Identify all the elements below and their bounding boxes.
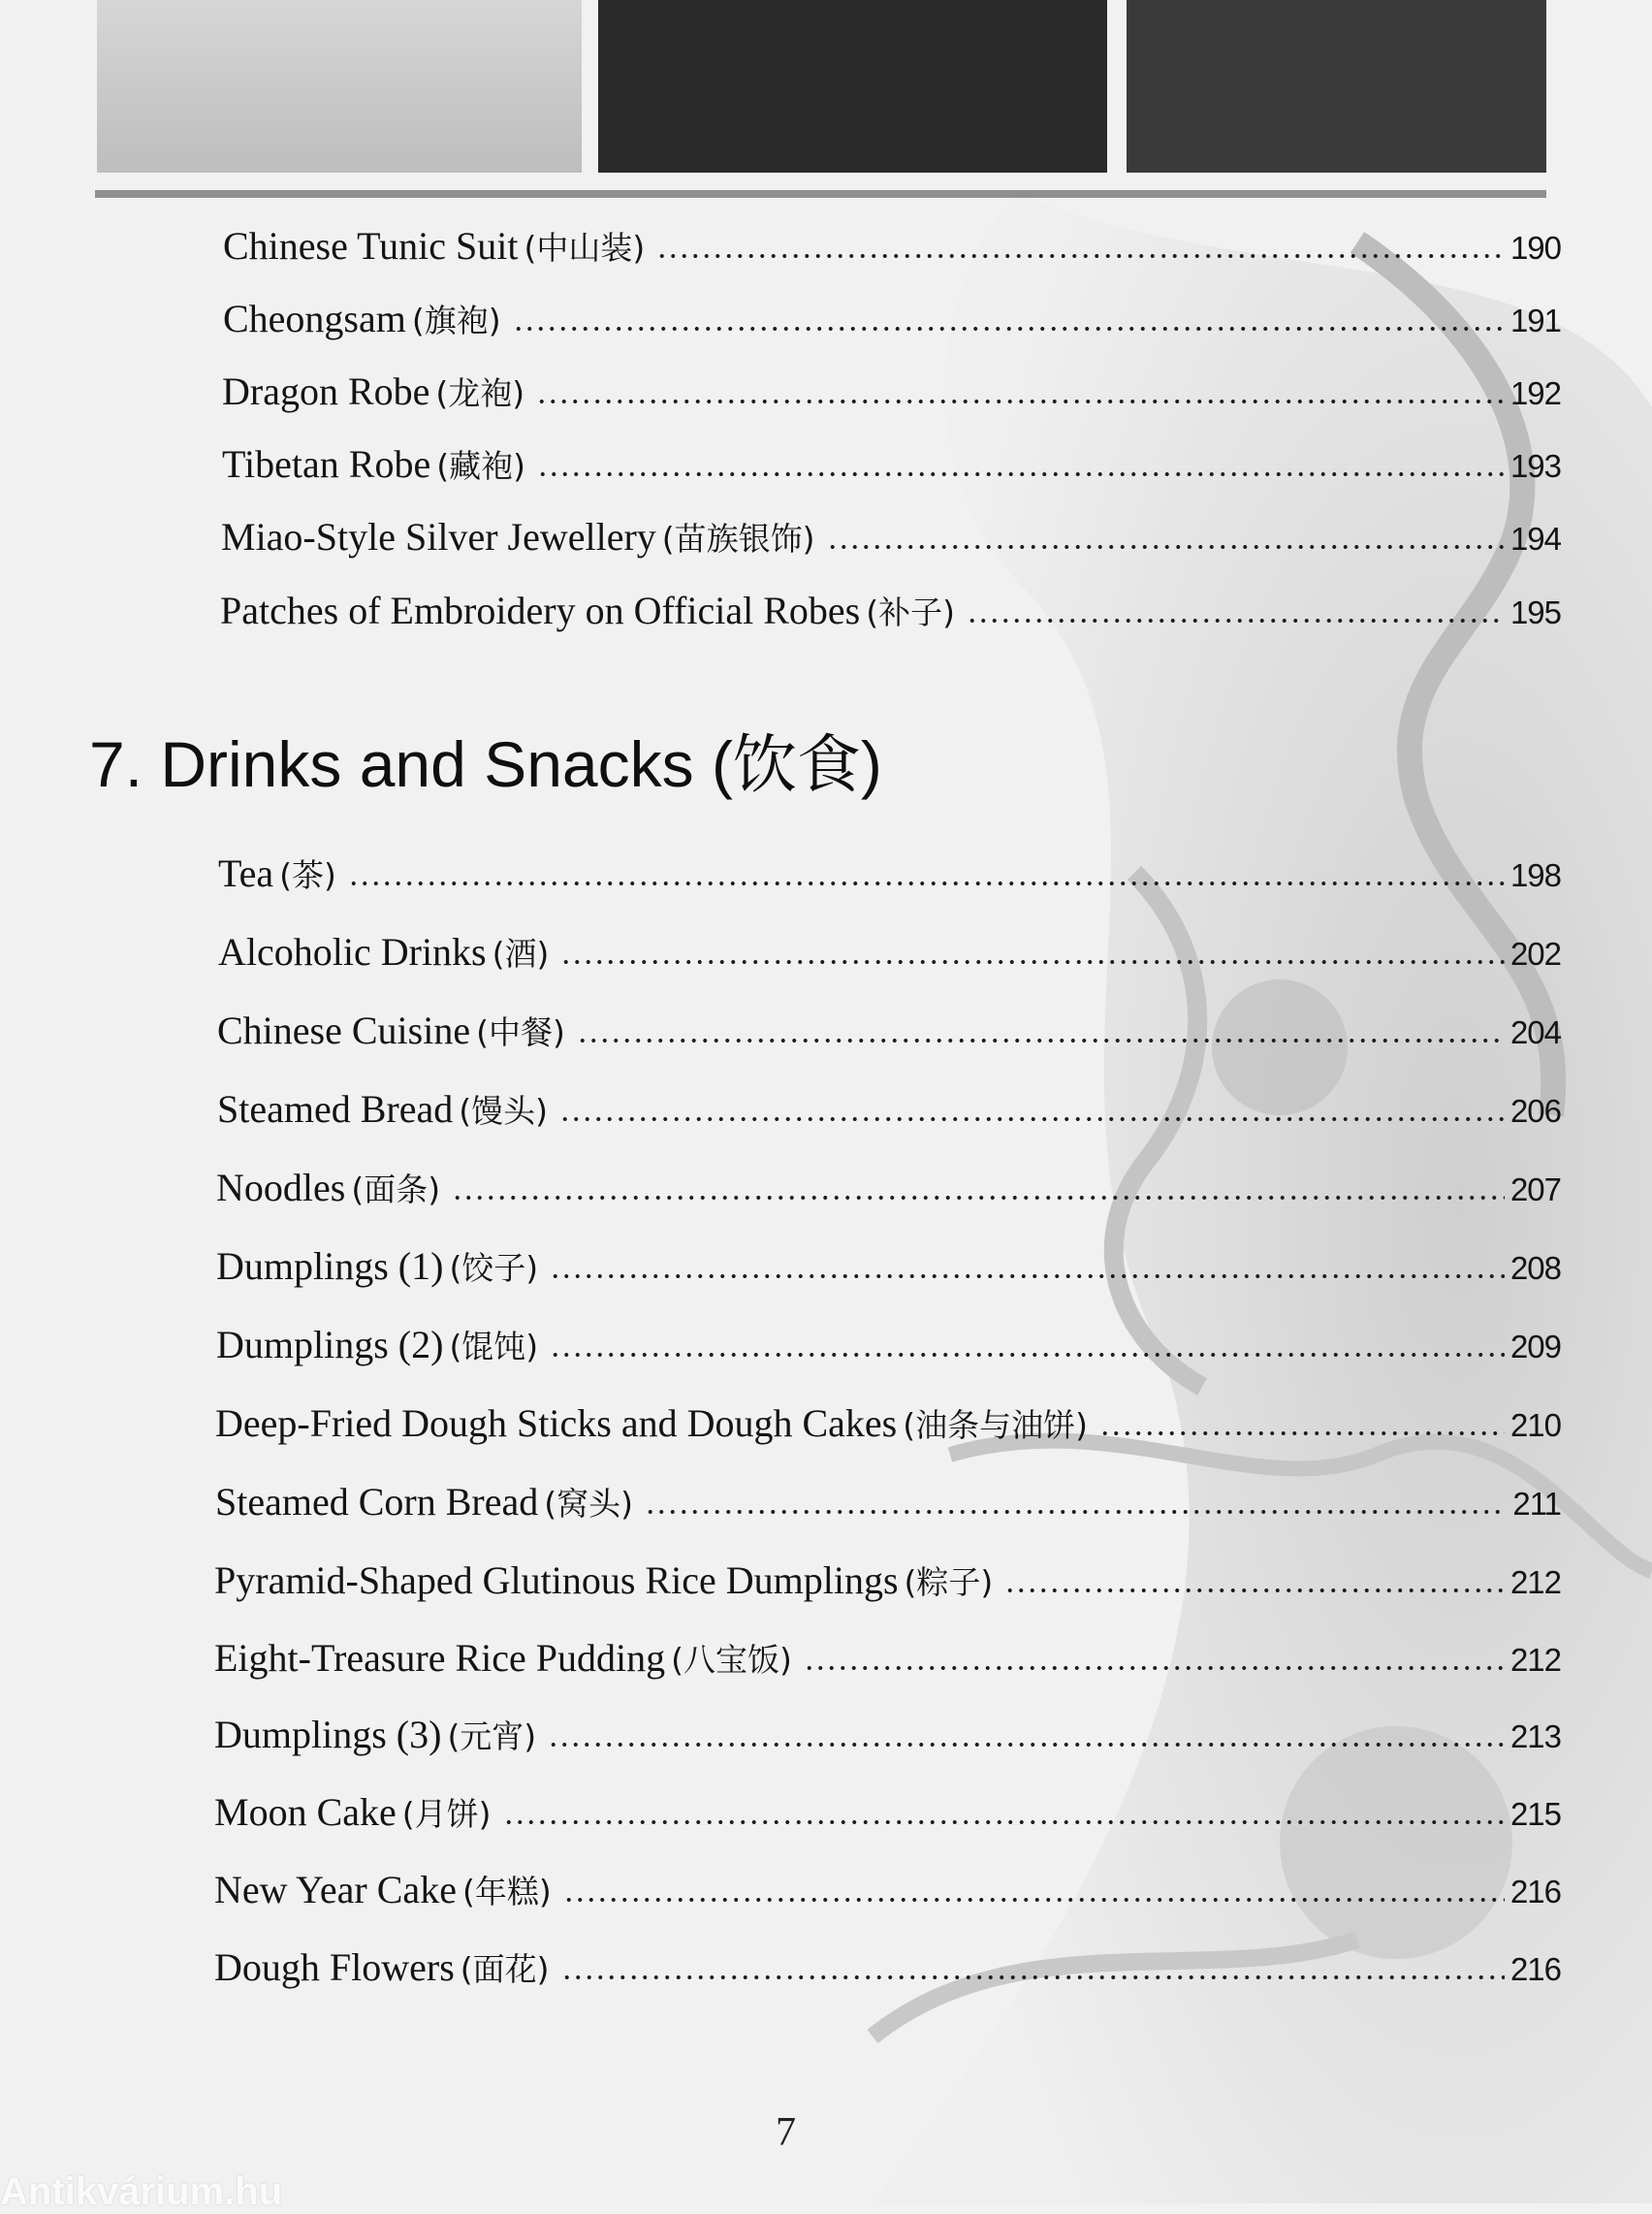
toc-entry-chinese: (粽子)	[904, 1563, 994, 1601]
toc-entry-title: Dumplings (3)	[214, 1713, 442, 1756]
toc-entry-title: Steamed Bread	[217, 1087, 454, 1131]
header-divider	[95, 190, 1546, 198]
toc-entry-page: 212	[1509, 1642, 1561, 1678]
dot-leader	[548, 1742, 1505, 1748]
dot-leader	[559, 1116, 1505, 1122]
toc-entry-title: Deep-Fried Dough Sticks and Dough Cakes	[215, 1401, 898, 1445]
toc-entry-title: Steamed Corn Bread	[215, 1480, 539, 1524]
header-photo-strip	[97, 0, 1546, 173]
toc-entry[interactable]	[223, 223, 1561, 277]
toc-entry[interactable]	[214, 1635, 1561, 1689]
toc-entry-page: 190	[1509, 230, 1561, 266]
toc-entry-chinese: (旗袍)	[411, 302, 501, 339]
toc-entry-chinese: (年糕)	[461, 1873, 552, 1910]
dot-leader	[452, 1195, 1505, 1201]
toc-entry[interactable]	[221, 514, 1561, 568]
toc-entry-page: 211	[1512, 1486, 1561, 1522]
toc-entry[interactable]	[216, 1243, 1561, 1298]
toc-entry-chinese: (中餐)	[476, 1013, 565, 1051]
toc-entry-chinese: (元宵)	[447, 1717, 537, 1755]
toc-entry-page: 193	[1509, 448, 1561, 484]
toc-entry-chinese: (补子)	[866, 594, 955, 631]
dot-leader	[804, 1665, 1505, 1671]
toc-entry-title: Chinese Tunic Suit	[223, 224, 519, 268]
dot-leader	[645, 1509, 1507, 1515]
toc-entry-chinese: (八宝饭)	[671, 1641, 792, 1679]
toc-entry-page: 191	[1509, 303, 1561, 338]
toc-entry-chinese: (面花)	[460, 1950, 550, 1988]
toc-entry-page: 194	[1509, 521, 1561, 557]
dot-leader	[348, 881, 1505, 886]
toc-entry-page: 209	[1509, 1329, 1561, 1364]
toc-entry-chinese: (饺子)	[449, 1249, 539, 1287]
toc-entry-chinese: (月饼)	[401, 1795, 492, 1833]
toc-entry-chinese: (龙袍)	[435, 374, 525, 412]
dot-leader	[550, 1352, 1505, 1358]
toc-entry-page: 213	[1509, 1718, 1561, 1754]
toc-entry-title: Chinese Cuisine	[217, 1009, 471, 1052]
toc-entry-title: Alcoholic Drinks	[218, 930, 487, 974]
toc-entry-chinese: (茶)	[279, 856, 336, 894]
toc-entry-page: 206	[1509, 1093, 1561, 1129]
dot-leader	[536, 399, 1505, 404]
toc-entry[interactable]	[214, 1944, 1561, 1999]
toc-entry-page: 212	[1509, 1564, 1561, 1600]
dot-leader	[827, 544, 1505, 550]
toc-entry-chinese: (苗族银饰)	[661, 520, 815, 558]
toc-entry-chinese: (油条与油饼)	[903, 1406, 1088, 1444]
dot-leader	[560, 959, 1505, 965]
dot-leader	[1099, 1430, 1505, 1436]
toc-entry[interactable]	[215, 1400, 1561, 1455]
section-heading: 7. Drinks and Snacks (饮食)	[89, 728, 882, 800]
toc-entry-title: Dumplings (2)	[216, 1323, 444, 1366]
watermark: Antikvárium.hu	[0, 2170, 283, 2213]
toc-entry[interactable]	[216, 1322, 1561, 1376]
toc-entry-page: 198	[1509, 857, 1561, 893]
toc-entry[interactable]	[220, 588, 1561, 642]
dot-leader	[503, 1819, 1505, 1825]
toc-entry-page: 192	[1509, 375, 1561, 411]
toc-entry[interactable]	[218, 929, 1561, 983]
toc-entry-page: 210	[1509, 1407, 1561, 1443]
toc-entry[interactable]	[218, 850, 1561, 905]
toc-entry-title: Cheongsam	[223, 297, 406, 340]
toc-entry-title: Patches of Embroidery on Official Robes	[220, 589, 861, 632]
header-photo-right	[1127, 0, 1546, 173]
toc-entry[interactable]	[217, 1008, 1561, 1062]
dot-leader	[550, 1273, 1505, 1279]
toc-entry-chinese: (藏袍)	[436, 447, 525, 485]
header-photo-middle	[598, 0, 1107, 173]
toc-entry-page: 215	[1509, 1796, 1561, 1832]
toc-entry[interactable]	[217, 1086, 1561, 1140]
toc-entry-page: 216	[1509, 1874, 1561, 1909]
toc-entry-chinese: (中山装)	[524, 229, 646, 267]
toc-entry-page: 207	[1509, 1171, 1561, 1207]
toc-entry[interactable]	[215, 1479, 1561, 1533]
toc-entry-title: Eight-Treasure Rice Pudding	[214, 1636, 666, 1680]
toc-entry-chinese: (酒)	[492, 935, 550, 973]
header-photo-left	[97, 0, 582, 173]
toc-entry[interactable]	[223, 296, 1561, 350]
dot-leader	[1004, 1588, 1505, 1593]
dot-leader	[656, 253, 1505, 259]
toc-entry[interactable]	[214, 1712, 1561, 1766]
toc-entry-title: Tea	[218, 851, 274, 895]
toc-entry-title: Tibetan Robe	[222, 442, 431, 486]
toc-entry-chinese: (馒头)	[459, 1092, 548, 1130]
toc-entry-page: 195	[1509, 594, 1561, 630]
toc-entry-page: 204	[1509, 1014, 1561, 1050]
toc-entry[interactable]	[214, 1557, 1561, 1612]
dot-leader	[537, 471, 1505, 477]
toc-entry-title: Pyramid-Shaped Glutinous Rice Dumplings	[214, 1558, 899, 1602]
toc-entry[interactable]	[216, 1165, 1561, 1219]
toc-entry[interactable]	[222, 369, 1561, 423]
toc-entry-title: Dough Flowers	[214, 1945, 455, 1989]
toc-entry-page: 216	[1509, 1951, 1561, 1987]
dot-leader	[967, 618, 1505, 624]
dot-leader	[563, 1897, 1505, 1903]
toc-entry[interactable]	[214, 1867, 1561, 1921]
toc-entry[interactable]	[214, 1789, 1561, 1844]
toc-entry-chinese: (面条)	[351, 1171, 441, 1208]
toc-entry-title: Miao-Style Silver Jewellery	[221, 515, 656, 559]
toc-entry-title: Dumplings (1)	[216, 1244, 444, 1288]
dot-leader	[513, 326, 1505, 332]
dot-leader	[561, 1974, 1505, 1980]
toc-entry-title: New Year Cake	[214, 1868, 457, 1911]
toc-entry-title: Noodles	[216, 1166, 346, 1209]
page-number: 7	[776, 2110, 796, 2155]
toc-entry-title: Dragon Robe	[222, 369, 430, 413]
toc-entry-title: Moon Cake	[214, 1790, 397, 1834]
toc-entry-chinese: (窝头)	[544, 1485, 633, 1523]
dot-leader	[577, 1038, 1505, 1043]
toc-entry-page: 208	[1509, 1250, 1561, 1286]
toc-entry[interactable]	[222, 441, 1561, 496]
toc-entry-chinese: (馄饨)	[449, 1328, 539, 1365]
toc-entry-page: 202	[1509, 936, 1561, 972]
